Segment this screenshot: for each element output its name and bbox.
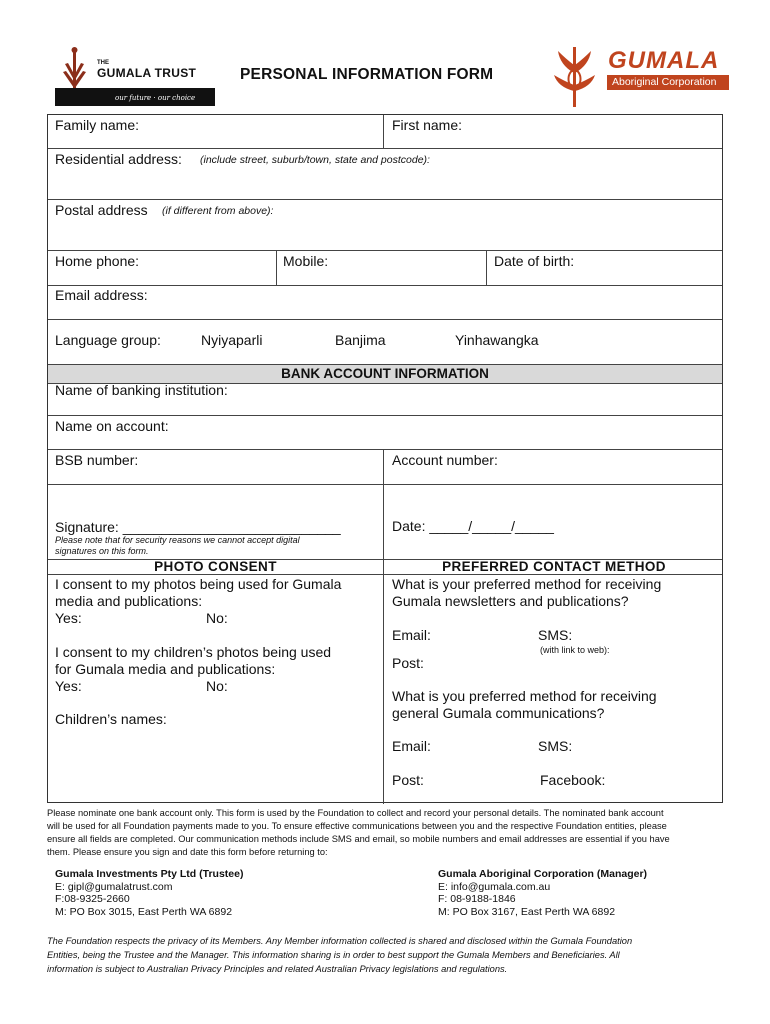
name-on-account-label: Name on account: (55, 418, 169, 434)
photo-consent-q1-line1: I consent to my photos being used for Gumala (55, 576, 342, 592)
language-option-yinhawangka[interactable]: Yinhawangka (455, 332, 539, 348)
manager-email[interactable]: E: info@gumala.com.au (438, 880, 551, 893)
date-of-birth-label: Date of birth: (494, 253, 575, 269)
manager-name: Gumala Aboriginal Corporation (Manager) (438, 868, 648, 880)
general-email-option[interactable]: Email: (392, 738, 431, 754)
postal-address-label: Postal address (55, 202, 148, 218)
signature-line[interactable]: Signature: ____________________________ (55, 519, 341, 535)
photo-consent-header: PHOTO CONSENT (154, 559, 277, 574)
logo-corporation-text: Aboriginal Corporation (612, 76, 717, 88)
manager-fax: F: 08-9188-1846 (438, 893, 516, 905)
contact-q2-line2: general Gumala communications? (392, 705, 605, 721)
newsletter-email-option[interactable]: Email: (392, 627, 431, 643)
general-post-option[interactable]: Post: (392, 772, 424, 788)
contact-q2-line1: What is you preferred method for receiving (392, 688, 657, 704)
signature-note-2: signatures on this form. (55, 546, 149, 556)
trustee-fax: F:08-9325-2660 (55, 893, 130, 905)
language-option-nyiyaparli[interactable]: Nyiyaparli (201, 332, 263, 348)
general-facebook-option[interactable]: Facebook: (540, 772, 606, 788)
email-address-label: Email address: (55, 287, 148, 303)
privacy-line-3: information is subject to Australian Privacy Principles and related Australian Privacy legislations and regulations. (47, 964, 508, 974)
newsletter-sms-option[interactable]: SMS: (538, 627, 573, 643)
language-option-banjima[interactable]: Banjima (335, 332, 386, 348)
sms-web-link-note: (with link to web): (540, 645, 610, 655)
logo-trust-text: GUMALA TRUST (97, 66, 197, 80)
svg-text:our future · our choice: our future · our choice (115, 94, 196, 102)
general-sms-option[interactable]: SMS: (538, 738, 573, 754)
bsb-number-label: BSB number: (55, 452, 139, 468)
personal-information-form (47, 114, 723, 803)
child-photo-consent-line2: for Gumala media and publications: (55, 661, 276, 677)
newsletter-post-option[interactable]: Post: (392, 655, 424, 671)
residential-address-note: (include street, suburb/town, state and postcode): (200, 154, 430, 166)
bank-institution-label: Name of banking institution: (55, 382, 228, 398)
tree-emblem-icon (63, 47, 86, 90)
home-phone-label: Home phone: (55, 253, 140, 269)
trustee-name: Gumala Investments Pty Ltd (Trustee) (55, 868, 244, 880)
date-line[interactable]: Date: _____/_____/_____ (392, 518, 554, 534)
signature-note-1: Please note that for security reasons we cannot accept digital (55, 535, 300, 545)
page-title: PERSONAL INFORMATION FORM (240, 66, 494, 83)
privacy-statement (47, 934, 723, 976)
residential-address-label: Residential address: (55, 151, 182, 167)
photo-consent-yes[interactable]: Yes: (55, 610, 82, 626)
privacy-line-1: The Foundation respects the privacy of its Members. Any Member information collected is shared and disclosed within the Gumala Foundation (47, 936, 633, 946)
trustee-contact (55, 868, 243, 918)
footer-line-4: them. Please ensure you sign and date this form before returning to: (47, 847, 328, 857)
postal-address-note: (if different from above): (162, 205, 274, 217)
footer-line-2: will be used for all Foundation payments made to you. To ensure effective communications between you and the respective Foundation entities, please (47, 821, 667, 831)
child-photo-consent-yes[interactable]: Yes: (55, 678, 82, 694)
mobile-label: Mobile: (283, 253, 329, 269)
photo-consent-q1-line2: media and publications: (55, 593, 203, 609)
footer-notice (47, 807, 723, 859)
feather-emblem-icon (554, 47, 595, 107)
trustee-email[interactable]: E: gipl@gumalatrust.com (55, 880, 173, 893)
bank-account-band: BANK ACCOUNT INFORMATION (48, 364, 722, 384)
language-group-label: Language group: (55, 332, 161, 348)
first-name-label: First name: (392, 117, 463, 133)
manager-mail: M: PO Box 3167, East Perth WA 6892 (438, 905, 616, 918)
contact-q1-line1: What is your preferred method for receiving (392, 576, 662, 592)
manager-contact (438, 868, 647, 918)
child-photo-consent-line1: I consent to my children’s photos being used (55, 644, 332, 660)
childrens-names-label: Children’s names: (55, 711, 167, 727)
family-name-label: Family name: (55, 117, 140, 133)
footer-line-3: ensure all fields are completed. Our communication methods include SMS and email, so mobile numbers and email addresses are essential if you have (47, 834, 670, 844)
footer-line-1: Please nominate one bank account only. This form is used by the Foundation to collect and record your personal details. The nominated bank account (47, 808, 664, 818)
account-number-label: Account number: (392, 452, 498, 468)
privacy-line-2: Entities, being the Trustee and the Manager. This information sharing is in order to best support the Gumala Members and Beneficiaries. All (47, 950, 620, 960)
contact-q1-line2: Gumala newsletters and publications? (392, 593, 629, 609)
trustee-mail: M: PO Box 3015, East Perth WA 6892 (55, 905, 233, 918)
logo-gumala-text: GUMALA (608, 47, 720, 74)
gumala-trust-logo (55, 44, 215, 106)
logo-the-text: THE (97, 60, 109, 66)
gumala-corporation-logo (552, 43, 732, 113)
child-photo-consent-no[interactable]: No: (206, 678, 228, 694)
preferred-contact-header: PREFERRED CONTACT METHOD (442, 559, 666, 574)
photo-consent-no[interactable]: No: (206, 610, 228, 626)
